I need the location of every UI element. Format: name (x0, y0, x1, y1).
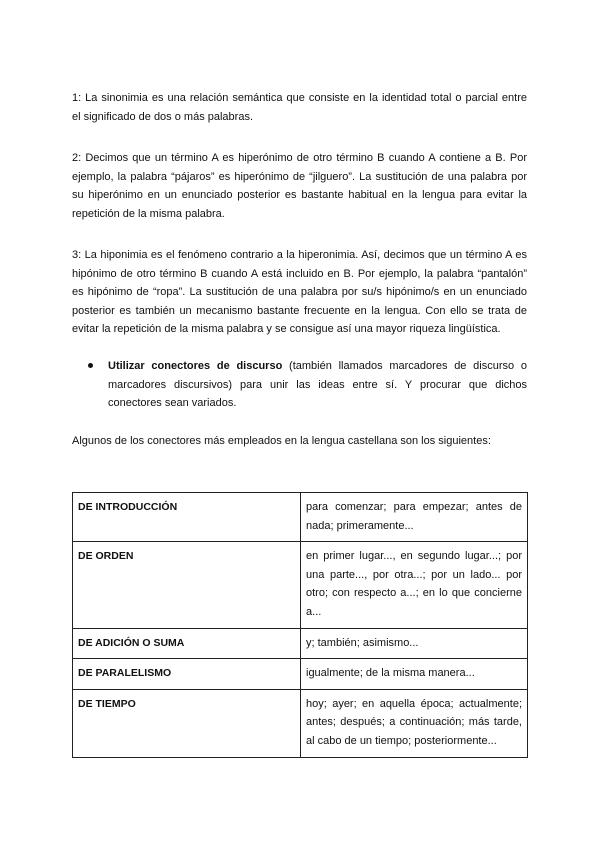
connectors-table (72, 492, 528, 758)
text-line: hipónimo de otro término B cuando A está incluido en B. Por ejemplo, la palabra “pantalón” (72, 267, 527, 280)
table-row (73, 542, 528, 628)
text-line: posterior es también un mecanismo bastante frecuente en la lengua. Con ello se trata de (72, 304, 527, 317)
connector-type: DE INTRODUCCIÓN (73, 493, 301, 542)
table-row (73, 628, 528, 659)
text-line: es hipónimo de “ropa”. La sustitución de una palabra por su/s hipónimo/s en un enunciado (72, 286, 527, 299)
paragraph-hiperonimia (72, 149, 527, 223)
connector-type: DE ADICIÓN O SUMA (73, 628, 301, 659)
bullet-icon (88, 363, 93, 368)
bullet-bold: Utilizar conectores de discurso (108, 360, 283, 372)
text-line: 3: La hiponimia es el fenómeno contrario a la hiperonimia. Así, decimos que un término A es (72, 249, 527, 261)
connector-examples: para comenzar; para empezar; antes de nada; primeramente... (301, 493, 528, 542)
text-line: 2: Decimos que un término A es hiperónimo de otro término B cuando A contiene a B. Por (72, 152, 527, 164)
connector-examples: y; también; asimismo... (301, 628, 528, 659)
text-line: Algunos de los conectores más empleados en la lengua castellana son los siguientes: (72, 435, 491, 447)
table-row (73, 493, 528, 542)
table-row (73, 659, 528, 690)
connector-type: DE TIEMPO (73, 689, 301, 757)
connector-type: DE ORDEN (73, 542, 301, 628)
text-line: el significado de dos o más palabras. (72, 110, 253, 123)
connector-examples: hoy; ayer; en aquella época; actualmente; antes; después; a continuación; más tarde, al cabo de un tiempo; posteriormente... (301, 689, 528, 757)
text-line: repetición de la misma palabra. (72, 207, 225, 220)
intro-text (72, 432, 527, 451)
paragraph-hiponimia (72, 246, 527, 339)
text-line: ejemplo, la palabra “pájaros” es hiperónimo de “jilguero”. La sustitución de una palabra por (72, 170, 527, 183)
text-line: su hiperónimo en un enunciado posterior es bastante habitual en la lengua para evitar la (72, 189, 527, 202)
text-line: 1: La sinonimia es una relación semántica que consiste en la identidad total o parcial entre (72, 92, 527, 104)
paragraph-sinonimia (72, 89, 527, 126)
connector-examples: en primer lugar..., en segundo lugar...; por una parte..., por otra...; por un lado... por otro; con respecto a...; en lo que concierne a... (301, 542, 528, 628)
bullet-rest: (también llamados marcadores de discurso o (282, 360, 527, 372)
connector-type: DE PARALELISMO (73, 659, 301, 690)
text-line: evitar la repetición de la misma palabra y se consigue así una mayor riqueza lingüística. (72, 323, 501, 336)
text-line: marcadores discursivos) para unir las ideas entre sí. Y procurar que dichos (108, 378, 527, 391)
connector-examples: igualmente; de la misma manera... (301, 659, 528, 690)
text-line (108, 357, 527, 376)
text-line: conectores sean variados. (108, 397, 237, 410)
table-row (73, 689, 528, 757)
